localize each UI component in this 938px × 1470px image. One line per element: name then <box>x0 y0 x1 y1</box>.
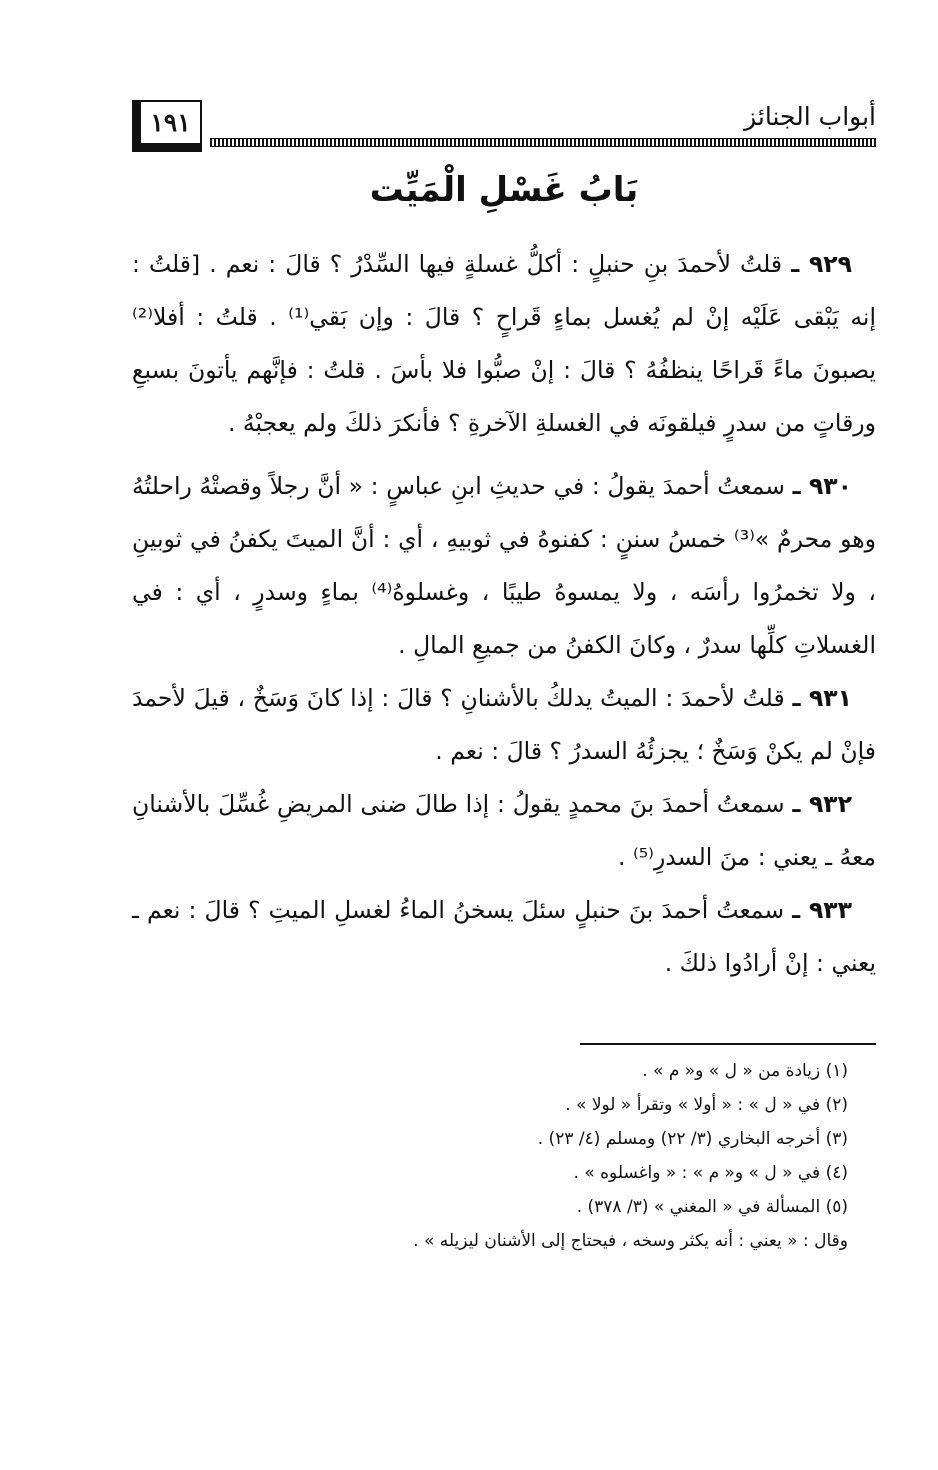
paragraph-text: قلتُ لأحمدَ بنِ حنبلٍ : أكلُّ غسلةٍ فيها السِّدْرُ ؟ قالَ : نعم . [قلتُ : إنه يَبْقى عَلَيْه إنْ لم يُغسل بماءٍ قَراحٍ ؟ قالَ : وإن بَقي⁽¹⁾ . قلتُ : أفلا⁽²⁾ يصبونَ ماءً قَراحًا ينظفُهُ ؟ قالَ : إنْ صبُّوا فلا بأسَ . قلتُ : فإنَّهم يأتونَ بسبعِ ورقاتٍ من سدرٍ فيلقونَه في الغسلةِ الآخرةِ ؟ فأنكرَ ذلكَ ولم يعجبْهُ . <box>132 250 877 437</box>
footnote-2: (٢) في « ل » : « أولا » وتقرأ « لولا » . <box>565 1095 848 1115</box>
paragraph-text: قلتُ لأحمدَ : الميتُ يدلكُ بالأشنانِ ؟ قالَ : إذا كانَ وَسَخٌ ، قيلَ لأحمدَ فإنْ لم يكنْ وَسَخٌ ؛ يجزئُهُ السدرُ ؟ قالَ : نعم . <box>132 684 876 765</box>
paragraph-931 <box>132 672 876 778</box>
paragraph-text: سمعتُ أحمدَ بنَ حنبلٍ سئلَ يسخنُ الماءُ لغسلِ الميتِ ؟ قالَ : نعم ـ يعني : إنْ أرادُوا ذلكَ . <box>132 896 876 977</box>
footnote-5: (٥) المسألة في « المغني » (٣/ ٣٧٨) . <box>576 1197 848 1217</box>
paragraph-933 <box>132 884 876 990</box>
paragraph-930 <box>132 460 876 672</box>
paragraph-text: سمعتُ أحمدَ يقولُ : في حديثِ ابنِ عباسٍ : « أنَّ رجلاً وقصتْهُ راحلتُهُ وهو محرمٌ »⁽³⁾ خمسُ سننٍ : كفنوهُ في ثوبيهِ ، أي : أنَّ الميتَ يكفنُ في ثوبينِ ، ولا تخمرُوا رأسَه ، ولا يمسوهُ طيبًا ، وغسلوهُ⁽⁴⁾ بماءٍ وسدرٍ ، أي : في الغسلاتِ كلِّها سدرٌ ، وكانَ الكفنُ من جميعِ المالِ . <box>132 472 876 659</box>
paragraph-text: سمعتُ أحمدَ بنَ محمدٍ يقولُ : إذا طالَ ضنى المريضِ غُسِّلَ بالأشنانِ معهُ ـ يعني : منَ السدرِ⁽⁵⁾ . <box>132 790 876 871</box>
paragraph-932 <box>132 778 876 884</box>
main-text <box>132 238 876 990</box>
paragraph-number: ٩٣١ ـ <box>792 684 852 712</box>
paragraph-number: ٩٣٠ ـ <box>792 472 852 500</box>
paragraph-929 <box>132 238 876 450</box>
footnote-separator <box>580 1043 876 1045</box>
footnote-4: (٤) في « ل » و« م » : « واغسلوه » . <box>573 1163 848 1183</box>
running-title: أبواب الجنائز <box>744 102 876 131</box>
page-number-box: ١٩١ <box>132 100 202 152</box>
paragraph-number: ٩٢٩ ـ <box>791 250 852 278</box>
footnote-3: (٣) أخرجه البخاري (٣/ ٢٢) ومسلم (٤/ ٢٣) . <box>537 1129 848 1149</box>
chapter-title: بَابُ غَسْلِ الْمَيِّت <box>369 170 639 210</box>
footnotes <box>132 1054 848 1258</box>
paragraph-number: ٩٣٢ ـ <box>792 790 852 818</box>
paragraph-number: ٩٣٣ ـ <box>792 896 852 924</box>
footnote-5-continuation: وقال : « يعني : أنه يكثر وسخه ، فيحتاج إلى الأشنان ليزيله » . <box>413 1231 848 1251</box>
page-header <box>132 100 876 160</box>
footnote-1: (١) زيادة من « ل » و« م » . <box>642 1061 848 1081</box>
header-rule <box>210 138 876 147</box>
